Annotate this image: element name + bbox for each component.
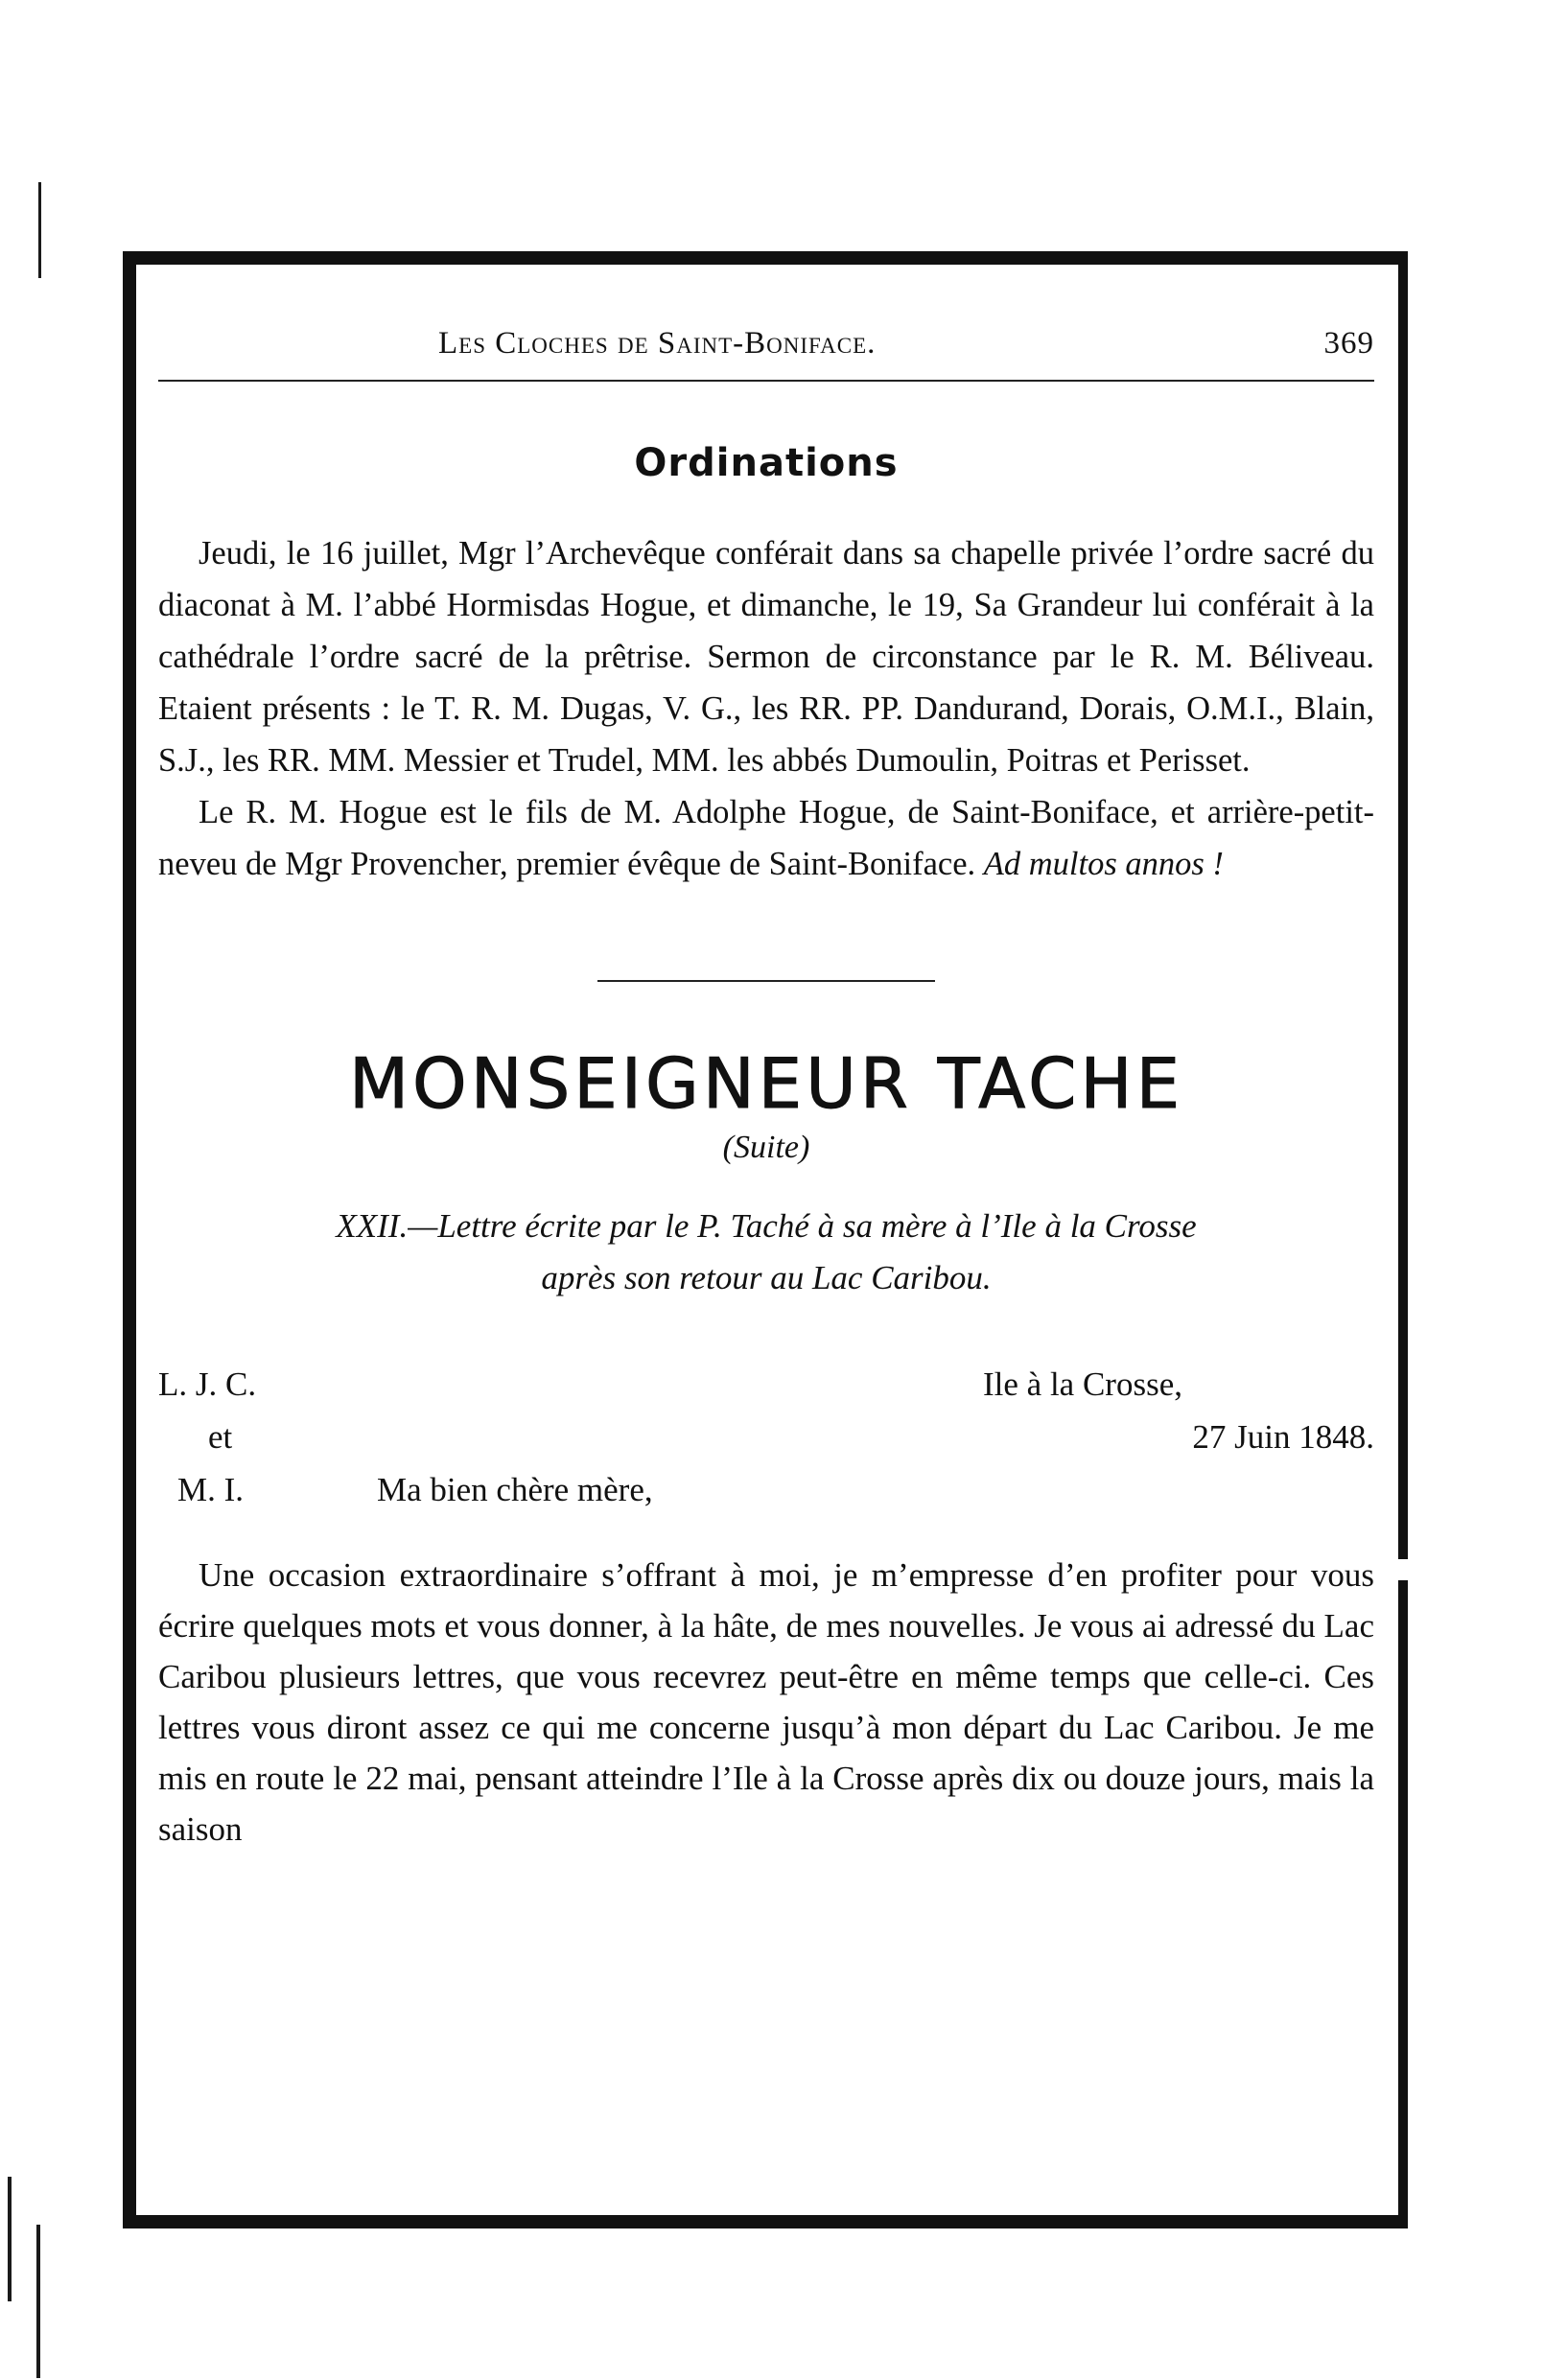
suite-label: (Suite) <box>722 1130 810 1165</box>
letter-body-paragraph: Une occasion extraordinaire s’offrant à moi, je m’empresse d’en profiter pour vous écrire quelques mots et vous donner, à la hâte, de mes nouvelles. Je vous ai adressé du Lac Caribou plusieurs lettres, que vous recevrez peut-être en même temps que celle-ci. Ces lettres vous diront assez ce qui me concerne jusqu’à mon départ du Lac Caribou. Je me mis en route le 22 mai, pensant atteindre l’Ile à la Crosse après dix ou douze jours, mais la saison <box>158 1556 1374 1848</box>
scan-edge-mark <box>8 2177 12 2301</box>
section-divider <box>597 980 935 982</box>
letter-place: Ile à la Crosse, <box>983 1365 1182 1403</box>
header-rule <box>158 380 1374 382</box>
salutation: Ma bien chère mère, <box>377 1471 653 1508</box>
letter-subtitle-line-1: XXII.—Lettre écrite par le P. Taché à sa mère à l’Ile à la Crosse <box>336 1207 1197 1245</box>
page-number: 369 <box>1323 326 1374 361</box>
scan-edge-mark <box>38 182 41 278</box>
closing-text: Le R. M. Hogue est le fils de M. Adolphe Hogue, de Saint-Boniface, et arrière-petit-neveu de Mgr Provencher, premier évêque de Saint-Boniface. <box>158 794 1374 882</box>
letter-heading <box>158 1358 1374 1550</box>
closing-latin: Ad multos annos ! <box>983 846 1224 882</box>
letter-body <box>158 1550 1374 1855</box>
et-monogram: et <box>208 1418 233 1456</box>
scan-edge-mark <box>36 2225 40 2378</box>
letter-subtitle <box>158 1201 1374 1304</box>
ljc-monogram: L. J. C. <box>158 1365 257 1403</box>
ordinations-heading: Ordinations <box>634 441 899 485</box>
letter-date: 27 Juin 1848. <box>1192 1418 1374 1456</box>
running-head <box>158 316 1374 374</box>
ordinations-paragraph: Jeudi, le 16 juillet, Mgr l’Archevêque conférait dans sa chapelle privée l’ordre sacré du diaconat à M. l’abbé Hormisdas Hogue, et dimanche, le 19, Sa Grandeur lui conférait à la cathédrale l’ordre sacré de la prêtrise. Sermon de circonstance par le R. M. Béliveau. Etaient présents : le T. R. M. Dugas, V. G., les RR. PP. Dandurand, Dorais, O.M.I., Blain, S.J., les RR. MM. Messier et Trudel, MM. les abbés Dumoulin, Poitras et Perisset. <box>158 535 1374 779</box>
tache-title: MONSEIGNEUR TACHE <box>348 1043 1184 1124</box>
mi-monogram: M. I. <box>177 1471 245 1508</box>
border-gap <box>1396 1559 1410 1580</box>
page-content <box>158 316 1374 1855</box>
letter-subtitle-line-2: après son retour au Lac Caribou. <box>541 1259 992 1296</box>
ordinations-closing-paragraph <box>158 786 1374 890</box>
running-head-title: Les Cloches de Saint-Boniface. <box>438 326 877 361</box>
